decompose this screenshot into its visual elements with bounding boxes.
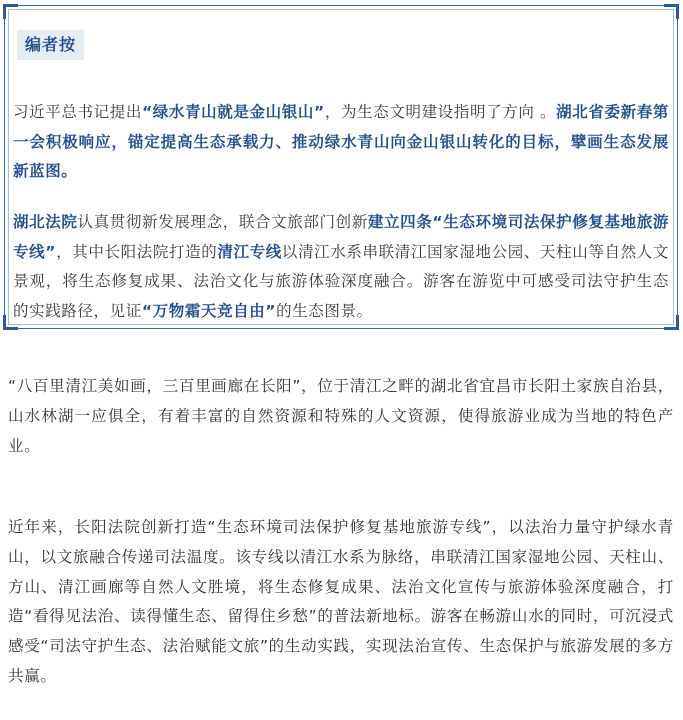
text-segment: 以清江水系串联清江国家湿地公园、天柱山等自然人文景观，将生态修复成果、法治文化与旅游体验深度融合。游客在游览中可感受司法守护生态的实践路径，见证 bbox=[13, 242, 669, 320]
editor-note-paragraph-2 bbox=[13, 208, 669, 326]
editor-note-paragraph-1 bbox=[13, 98, 669, 187]
highlight-quote: “万物霜天竞自由” bbox=[141, 301, 277, 320]
text-segment: ，其中长阳法院打造的 bbox=[56, 242, 218, 261]
text-segment: ，为生态文明建设指明了方向 。 bbox=[324, 103, 557, 121]
text-segment: 认真贯彻新发展理念，联合文旅部门创新 bbox=[77, 213, 368, 231]
editor-note-box bbox=[4, 5, 678, 329]
highlight-text: 建立四条“生态环境司法保护修复基地旅游专线” bbox=[13, 213, 669, 261]
editor-note-badge: 编者按 bbox=[17, 30, 84, 60]
body-paragraph-2: 近年来，长阳法院创新打造“生态环境司法保护修复基地旅游专线”，以法治力量守护绿水青山，以文旅融合传递司法温度。该专线以清江水系为脉络，串联清江国家湿地公园、天柱山、方山、清江画廊等自然人文胜境，将生态修复成果、法治文化宣传与旅游体验深度融合，打造“看得见法治、读得懂生态、留得住乡愁”的普法新地标。游客在畅游山水的同时，可沉浸式感受“司法守护生态、法治赋能文旅”的生动实践，实现法治宣传、生态保护与旅游发展的多方共赢。 bbox=[8, 518, 674, 685]
frame-corner-top-right bbox=[664, 4, 679, 19]
text-segment: 的生态图景。 bbox=[276, 301, 373, 320]
highlight-text: 清江专线 bbox=[217, 242, 282, 261]
body-paragraph-1: “八百里清江美如画，三百里画廊在长阳”，位于清江之畔的湖北省宜昌市长阳土家族自治县，山水林湖一应俱全，有着丰富的自然资源和特殊的人文资源，使得旅游业成为当地的特色产业。 bbox=[8, 377, 674, 455]
highlight-text: 湖北省委新春第一会积极响应，锚定提高生态承载力、推动绿水青山向金山银山转化的目标，擘画生态发展新蓝图。 bbox=[13, 103, 669, 180]
highlight-quote: “绿水青山就是金山银山” bbox=[142, 103, 325, 121]
text-segment: 习近平总书记提出 bbox=[13, 103, 142, 121]
highlight-text: 湖北法院 bbox=[13, 213, 78, 231]
frame-corner-top-left bbox=[3, 4, 18, 19]
